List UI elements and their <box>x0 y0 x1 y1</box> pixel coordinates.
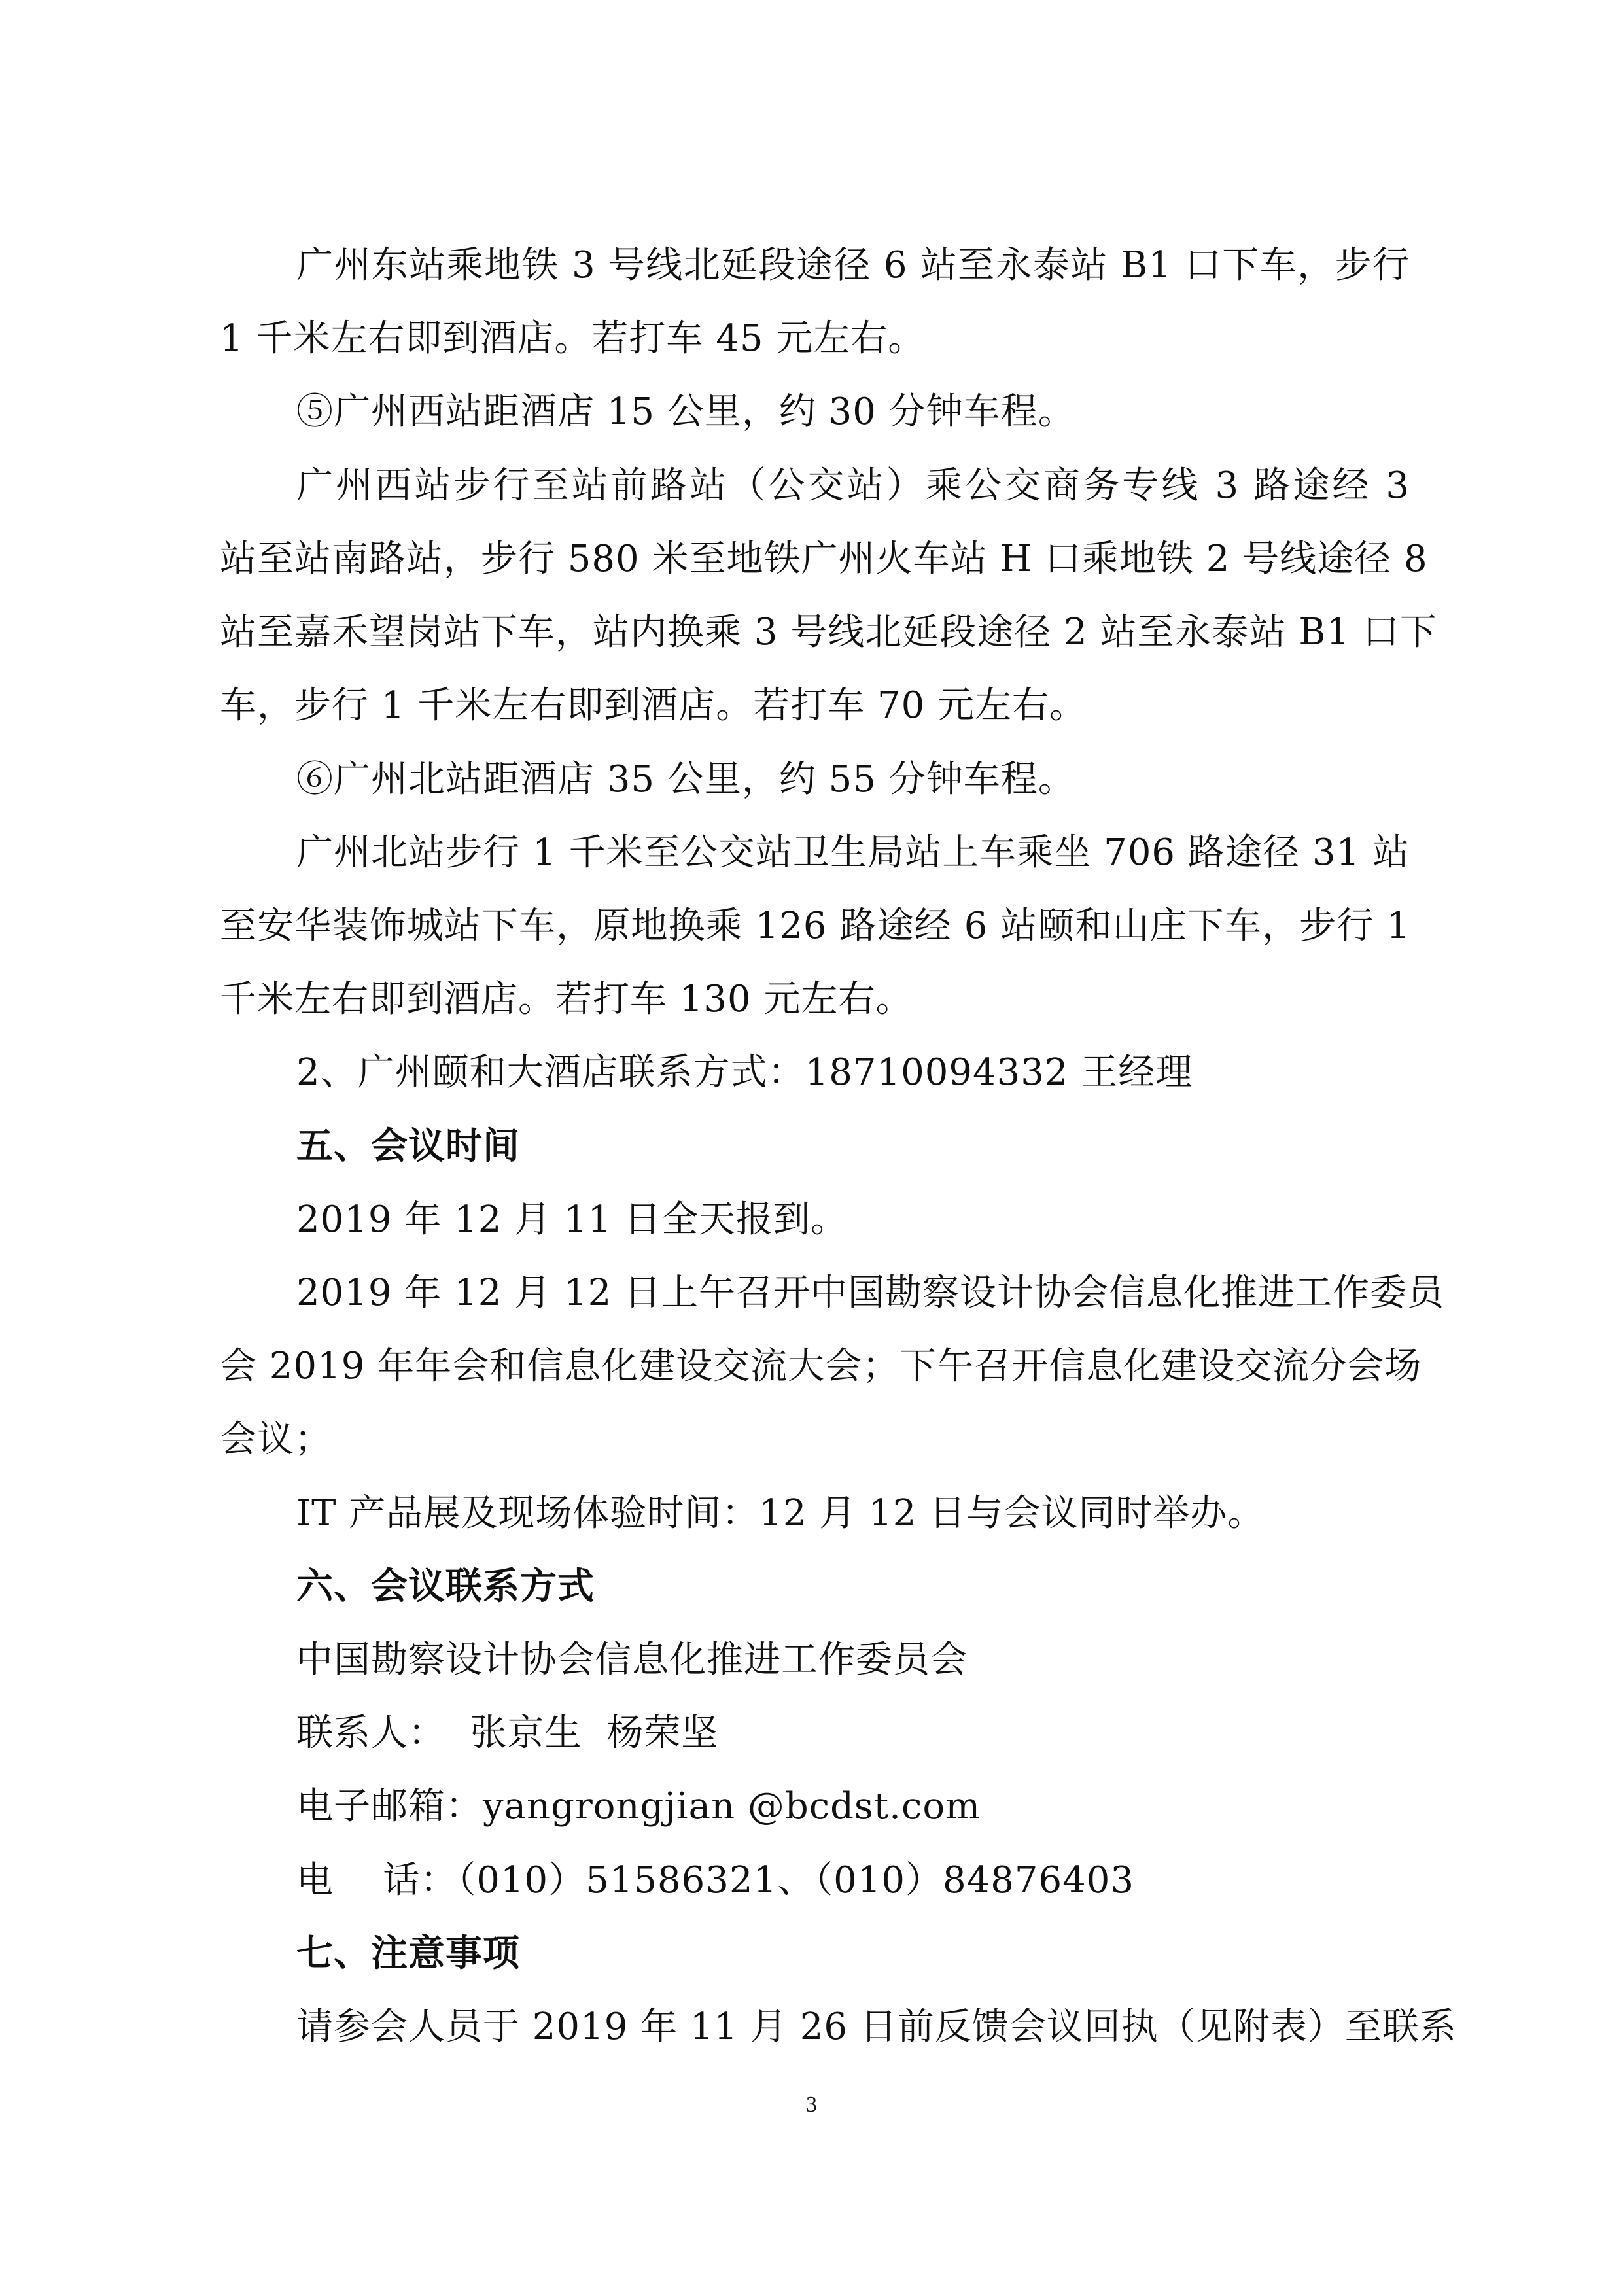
page-number: 3 <box>806 2093 817 2117</box>
paragraph-line: 至安华装饰城站下车，原地换乘 126 路途经 6 站颐和山庄下车，步行 1 <box>220 905 1410 947</box>
contact-email: 电子邮箱：yangrongjian @bcdst.com <box>296 1785 981 1828</box>
section-heading: 七、注意事项 <box>296 1932 520 1975</box>
paragraph-line: 2019 年 12 月 12 日上午召开中国勘察设计协会信息化推进工作委员 <box>296 1272 1445 1314</box>
section-heading: 五、会议时间 <box>296 1125 520 1168</box>
section-heading: 六、会议联系方式 <box>296 1565 595 1608</box>
contact-person: 联系人： 张京生 杨荣坚 <box>296 1712 719 1754</box>
paragraph-line: ⑤广州西站距酒店 15 公里，约 30 分钟车程。 <box>296 391 1075 433</box>
paragraph-line: 车，步行 1 千米左右即到酒店。若打车 70 元左右。 <box>220 684 1087 727</box>
paragraph-line: 1 千米左右即到酒店。若打车 45 元左右。 <box>220 317 926 360</box>
paragraph-line: ⑥广州北站距酒店 35 公里，约 55 分钟车程。 <box>296 758 1075 801</box>
paragraph-line: 2、广州颐和大酒店联系方式：18710094332 王经理 <box>296 1051 1193 1094</box>
paragraph-line: 千米左右即到酒店。若打车 130 元左右。 <box>220 978 913 1020</box>
contact-phone: 电 话：（010）51586321、（010）84876403 <box>296 1859 1135 1902</box>
paragraph-line: 会 2019 年年会和信息化建设交流大会；下午召开信息化建设交流分会场 <box>220 1345 1422 1387</box>
paragraph-line: 站至站南路站，步行 580 米至地铁广州火车站 H 口乘地铁 2 号线途径 8 <box>220 538 1428 580</box>
paragraph-line: 2019 年 12 月 11 日全天报到。 <box>296 1198 848 1241</box>
paragraph-line: 广州西站步行至站前路站（公交站）乘公交商务专线 3 路途经 3 <box>296 464 1410 507</box>
paragraph-line: 会议； <box>220 1418 332 1461</box>
paragraph-line: 广州东站乘地铁 3 号线北延段途径 6 站至永泰站 B1 口下车，步行 <box>296 244 1410 287</box>
paragraph-line: 广州北站步行 1 千米至公交站卫生局站上车乘坐 706 路途径 31 站 <box>296 831 1410 874</box>
paragraph-line: 请参会人员于 2019 年 11 月 26 日前反馈会议回执（见附表）至联系 <box>296 2006 1457 2048</box>
paragraph-line: 站至嘉禾望岗站下车，站内换乘 3 号线北延段途径 2 站至永泰站 B1 口下 <box>220 611 1437 653</box>
paragraph-line: IT 产品展及现场体验时间：12 月 12 日与会议同时举办。 <box>296 1492 1265 1535</box>
paragraph-line: 中国勘察设计协会信息化推进工作委员会 <box>296 1639 968 1681</box>
